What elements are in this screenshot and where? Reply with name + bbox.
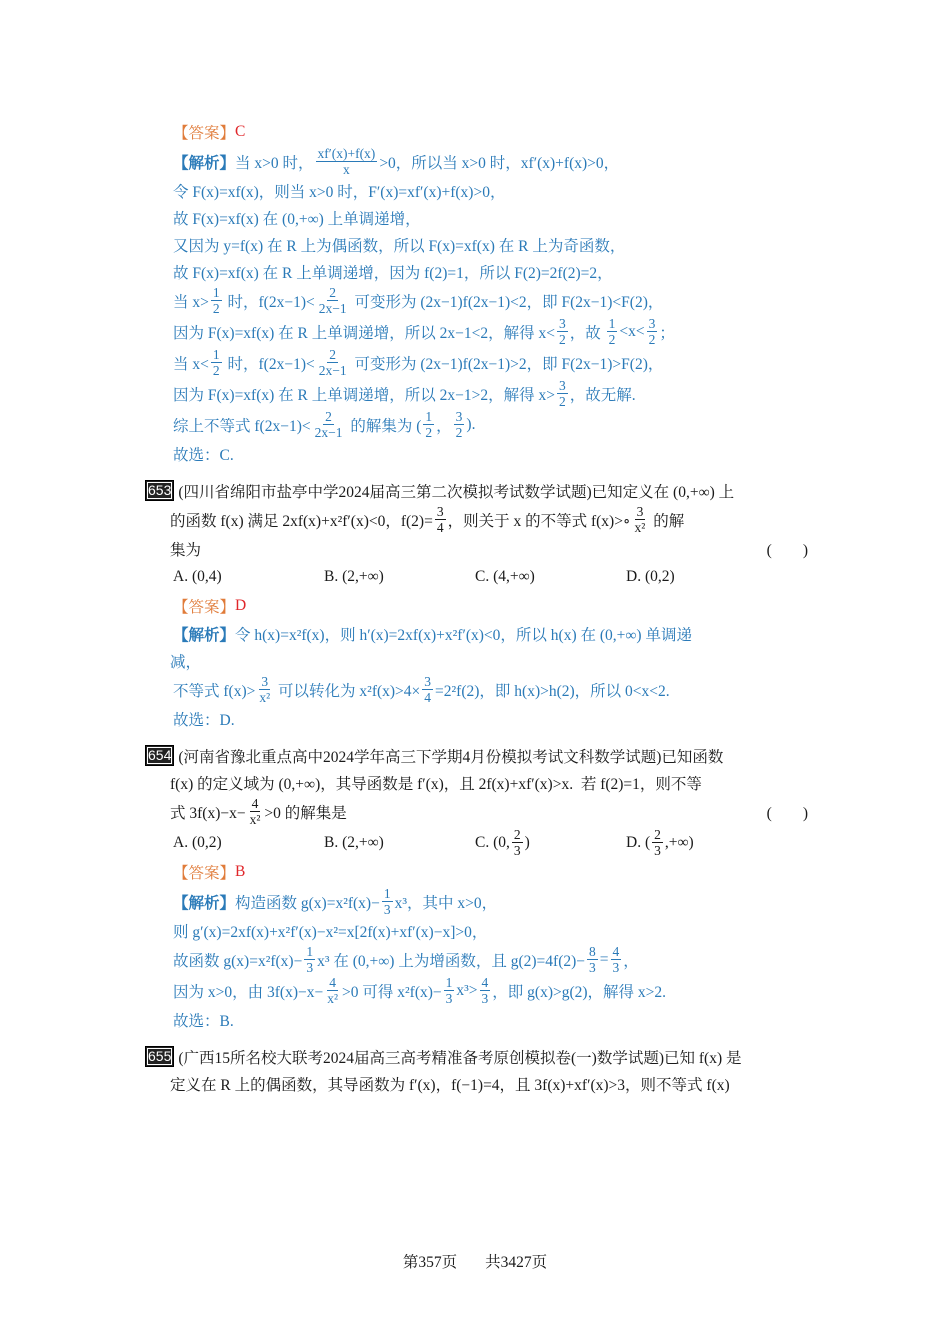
fraction-denominator: x	[343, 162, 350, 177]
analysis-line	[145, 409, 810, 440]
fraction-denominator: 2	[455, 425, 463, 440]
fraction-numerator: 3	[648, 316, 656, 331]
stem-line	[145, 742, 810, 769]
text-segment: B. (2,+∞)	[324, 568, 384, 585]
spacer	[145, 467, 810, 473]
analysis-line	[145, 886, 810, 917]
text-segment: f(x) 的定义域为 (0,+∞)，其导函数是 f′(x)，且 2f(x)+xf′(x)>x. 若 f(2)=1，则不等	[170, 775, 702, 793]
stem-line	[145, 504, 810, 535]
text-segment: 故选：C.	[173, 446, 234, 464]
analysis-label: 【解析】	[173, 626, 236, 644]
text-segment: 综上不等式 f(2x−1)<	[173, 417, 311, 435]
text-segment: ，故	[569, 324, 605, 342]
spacer	[145, 732, 810, 738]
answer-label: 【答案】	[173, 865, 236, 882]
text-segment: ,+∞)	[664, 833, 694, 851]
fraction-numerator: 1	[212, 347, 220, 362]
text-segment: )	[524, 833, 530, 851]
text-segment: 定义在 R 上的偶函数，其导函数为 f′(x)，f(−1)=4，且 3f(x)+xf′(x)>3，则不等式 f(x)	[170, 1076, 730, 1094]
analysis-line	[145, 316, 810, 347]
option[interactable]	[626, 827, 777, 858]
fraction-denominator: 2x−1	[314, 425, 343, 440]
text-segment: 当 x<	[173, 355, 209, 373]
fraction	[317, 285, 349, 316]
text-segment: C. (0,	[475, 833, 510, 851]
page-footer	[0, 1250, 950, 1272]
fraction-denominator: 3	[445, 991, 453, 1006]
text-segment: =	[599, 950, 609, 968]
analysis-line	[145, 146, 810, 177]
problem-stem	[145, 742, 810, 827]
fraction-denominator: 3	[383, 902, 391, 917]
fraction	[512, 827, 523, 858]
fraction-numerator: 4	[612, 944, 620, 959]
text-segment: 又因为 y=f(x) 在 R 上为偶函数，所以 F(x)=xf(x) 在 R 上为奇函数，	[173, 237, 626, 255]
text-segment: D. (	[626, 833, 651, 851]
text-segment: 因为 F(x)=xf(x) 在 R 上单调递增，所以 2x−1<2，解得 x<	[173, 324, 555, 342]
spacer	[145, 1033, 810, 1039]
fraction-numerator: 1	[445, 975, 453, 990]
fraction	[304, 944, 315, 975]
answer-letter: D	[235, 597, 247, 614]
text-segment: >0，所以当 x>0 时，xf′(x)+f(x)>0，	[379, 154, 620, 172]
analysis-label: 【解析】	[173, 894, 236, 912]
fraction-denominator: 3	[306, 960, 314, 975]
text-segment: x³>	[456, 981, 478, 999]
fraction	[382, 886, 393, 917]
fraction-numerator: 1	[608, 316, 616, 331]
text-segment: (河南省豫北重点高中2024学年高三下学期4月份模拟考试文科数学试题)已知函数	[178, 748, 724, 766]
analysis-line	[145, 975, 810, 1006]
option[interactable]	[324, 829, 475, 856]
text-segment: 故选：D.	[173, 711, 235, 729]
text-segment: 可变形为 (2x−1)f(2x−1)>2，即 F(2x−1)>F(2)，	[350, 355, 664, 373]
fraction-numerator: 3	[436, 504, 444, 519]
text-segment: 式 3f(x)−x−	[170, 804, 246, 822]
analysis-line	[145, 378, 810, 409]
fraction-numerator: 4	[481, 975, 489, 990]
problem-stem	[145, 477, 810, 562]
text-segment: 集为	[170, 541, 202, 559]
fraction-denominator: 2x−1	[318, 363, 347, 378]
text-segment: C. (4,+∞)	[475, 568, 535, 585]
text-segment: D. (0,2)	[626, 568, 675, 585]
text-segment: 故选：B.	[173, 1012, 234, 1030]
fraction-denominator: 3	[654, 843, 661, 858]
text-segment: ，故无解.	[569, 386, 636, 404]
fraction-denominator: 3	[481, 991, 489, 1006]
analysis-line	[145, 347, 810, 378]
text-segment: ，则关于 x 的不等式 f(x)>∘	[447, 512, 631, 530]
text-segment: (四川省绵阳市盐亭中学2024届高三第二次模拟考试数学试题)已知定义在 (0,+∞) 上	[178, 483, 735, 501]
fraction	[647, 316, 658, 347]
fraction-denominator: 2	[648, 332, 656, 347]
answer-label: 【答案】	[173, 125, 236, 142]
text-segment: 故 F(x)=xf(x) 在 (0,+∞) 上单调递增，	[173, 210, 421, 228]
analysis-line	[145, 258, 810, 285]
problem-number-badge: 654	[145, 745, 174, 766]
text-segment: 不等式 f(x)>	[173, 682, 256, 700]
option[interactable]	[173, 564, 324, 591]
option[interactable]	[324, 564, 475, 591]
options-row	[145, 827, 810, 858]
analysis-line	[145, 917, 810, 944]
text-segment: 的解	[649, 512, 685, 530]
fraction-denominator: 2x−1	[318, 301, 347, 316]
text-segment: 构造函数 g(x)=x²f(x)−	[235, 894, 380, 912]
option[interactable]	[626, 564, 777, 591]
text-segment: 可变形为 (2x−1)f(2x−1)<2，即 F(2x−1)<F(2)，	[350, 293, 664, 311]
text-segment: 则 g′(x)=2xf(x)+x²f′(x)−x²=x[2f(x)+xf′(x)−x]>0，	[173, 923, 488, 941]
analysis-line	[145, 705, 810, 732]
fraction-numerator: 3	[424, 674, 432, 689]
fraction-denominator: 2	[212, 301, 220, 316]
text-segment: 可以转化为 x²f(x)>4×	[274, 682, 421, 700]
fraction	[211, 285, 222, 316]
stem-line	[145, 796, 810, 827]
fraction-denominator: x²	[259, 690, 271, 705]
fraction-denominator: 4	[424, 690, 432, 705]
fraction-numerator: 8	[589, 944, 596, 959]
analysis-line	[145, 620, 810, 647]
text-segment: x³，其中 x>0，	[394, 894, 498, 912]
fraction-numerator: 1	[306, 944, 314, 959]
text-segment: 故函数 g(x)=x²f(x)−	[173, 952, 303, 970]
text-segment: 令 F(x)=xf(x)，则当 x>0 时，F′(x)=xf′(x)+f(x)>0，	[173, 183, 506, 201]
document-page	[145, 118, 810, 1097]
fraction-denominator: x²	[249, 812, 261, 827]
fraction-denominator: 2	[212, 363, 220, 378]
text-segment: (广西15所名校大联考2024届高三高考精准备考原创模拟卷(一)数学试题)已知 f(x) 是	[178, 1049, 742, 1067]
fraction-numerator: 1	[425, 409, 433, 424]
fraction-denominator: 2	[425, 425, 433, 440]
fraction	[587, 944, 598, 975]
fraction-numerator: xf′(x)+f(x)	[317, 146, 376, 161]
fraction	[611, 944, 622, 975]
option[interactable]	[475, 564, 626, 591]
analysis-line	[145, 944, 810, 975]
text-segment: >0 的解集是	[264, 804, 347, 822]
fraction	[313, 409, 345, 440]
text-segment: 的解集为 (	[346, 417, 422, 435]
fraction	[444, 975, 455, 1006]
fraction-numerator: 3	[558, 316, 566, 331]
fraction-numerator: 2	[513, 827, 521, 842]
fraction	[325, 975, 340, 1006]
analysis-line	[145, 674, 810, 705]
text-segment: ；	[659, 324, 675, 342]
stem-line	[145, 535, 810, 562]
text-segment: 时，f(2x−1)<	[223, 293, 315, 311]
text-segment: 减，	[170, 653, 202, 671]
fraction	[317, 347, 349, 378]
fraction	[633, 504, 648, 535]
problem-stem	[145, 1043, 810, 1097]
text-segment: 故 F(x)=xf(x) 在 R 上单调递增，因为 f(2)=1，所以 F(2)=2f(2)=2，	[173, 264, 613, 282]
text-segment: A. (0,4)	[173, 568, 222, 585]
fraction	[652, 827, 663, 858]
total-pages: 共3427页	[485, 1254, 548, 1271]
text-segment: 时，f(2x−1)<	[223, 355, 315, 373]
fraction-denominator: 2	[558, 394, 566, 409]
text-segment: ，即 g(x)>g(2)，解得 x>2.	[492, 983, 667, 1001]
problem-number-badge: 653	[145, 480, 174, 501]
fraction	[557, 378, 568, 409]
analysis-line	[145, 1006, 810, 1033]
analysis-line	[145, 231, 810, 258]
fraction-denominator: 2	[608, 332, 616, 347]
text-segment: =2²f(2)，即 h(x)>h(2)，所以 0<x<2.	[435, 682, 670, 700]
fraction-numerator: 3	[261, 674, 269, 689]
answer-bracket: ( )	[766, 541, 808, 559]
fraction-numerator: 2	[329, 285, 337, 300]
answer-line	[145, 858, 810, 886]
analysis-line	[145, 647, 810, 674]
text-segment: >0 可得 x²f(x)−	[342, 983, 442, 1001]
fraction-numerator: 3	[558, 378, 566, 393]
analysis-line	[145, 285, 810, 316]
fraction-numerator: 1	[383, 886, 391, 901]
text-segment: 当 x>	[173, 293, 209, 311]
options-row	[145, 562, 810, 592]
answer-label: 【答案】	[173, 599, 236, 616]
fraction-denominator: 3	[612, 960, 620, 975]
text-segment: B. (2,+∞)	[324, 833, 384, 851]
fraction	[422, 674, 433, 705]
stem-line	[145, 769, 810, 796]
text-segment: A. (0,2)	[173, 833, 222, 851]
fraction	[316, 146, 378, 177]
text-segment: ).	[466, 415, 476, 433]
fraction-numerator: 2	[654, 827, 661, 842]
problem-number-badge: 655	[145, 1046, 174, 1067]
fraction-numerator: 3	[455, 409, 463, 424]
text-segment: ，	[623, 952, 639, 970]
analysis-line	[145, 204, 810, 231]
text-segment: 的函数 f(x) 满足 2xf(x)+x²f′(x)<0，f(2)=	[170, 512, 433, 530]
text-segment: x³ 在 (0,+∞) 上为增函数，且 g(2)=4f(2)−	[317, 952, 586, 970]
fraction-numerator: 4	[251, 796, 259, 811]
option[interactable]	[475, 827, 626, 858]
fraction-denominator: 2	[558, 332, 566, 347]
text-segment: 因为 F(x)=xf(x) 在 R 上单调递增，所以 2x−1>2，解得 x>	[173, 386, 555, 404]
answer-line	[145, 592, 810, 620]
text-segment: ，	[436, 417, 452, 435]
stem-line	[145, 1043, 810, 1070]
fraction-denominator: x²	[634, 520, 646, 535]
text-segment: 令 h(x)=x²f(x)，则 h′(x)=2xf(x)+x²f′(x)<0，所以 h(x) 在 (0,+∞) 单调递	[235, 626, 692, 644]
fraction-denominator: 3	[513, 843, 521, 858]
analysis-line	[145, 440, 810, 467]
fraction	[607, 316, 618, 347]
fraction	[423, 409, 434, 440]
fraction-numerator: 2	[325, 409, 332, 424]
analysis-label: 【解析】	[173, 154, 236, 172]
fraction	[257, 674, 272, 705]
answer-letter: B	[235, 863, 246, 880]
fraction-denominator: x²	[327, 991, 339, 1006]
fraction	[248, 796, 263, 827]
stem-line	[145, 1070, 810, 1097]
fraction	[211, 347, 222, 378]
text-segment: 因为 x>0，由 3f(x)−x−	[173, 983, 324, 1001]
fraction-numerator: 3	[636, 504, 644, 519]
fraction	[435, 504, 446, 535]
analysis-line	[145, 177, 810, 204]
page-number: 第357页	[402, 1254, 458, 1271]
fraction-denominator: 3	[589, 960, 596, 975]
answer-bracket: ( )	[766, 804, 808, 822]
answer-letter: C	[235, 123, 246, 140]
stem-line	[145, 477, 810, 504]
fraction	[480, 975, 491, 1006]
text-segment: 当 x>0 时，	[235, 154, 314, 172]
fraction-numerator: 1	[212, 285, 220, 300]
answer-line	[145, 118, 810, 146]
fraction	[557, 316, 568, 347]
option[interactable]	[173, 829, 324, 856]
fraction-denominator: 4	[436, 520, 444, 535]
text-segment: <x<	[619, 322, 645, 340]
fraction	[454, 409, 465, 440]
fraction-numerator: 2	[329, 347, 337, 362]
fraction-numerator: 4	[329, 975, 336, 990]
